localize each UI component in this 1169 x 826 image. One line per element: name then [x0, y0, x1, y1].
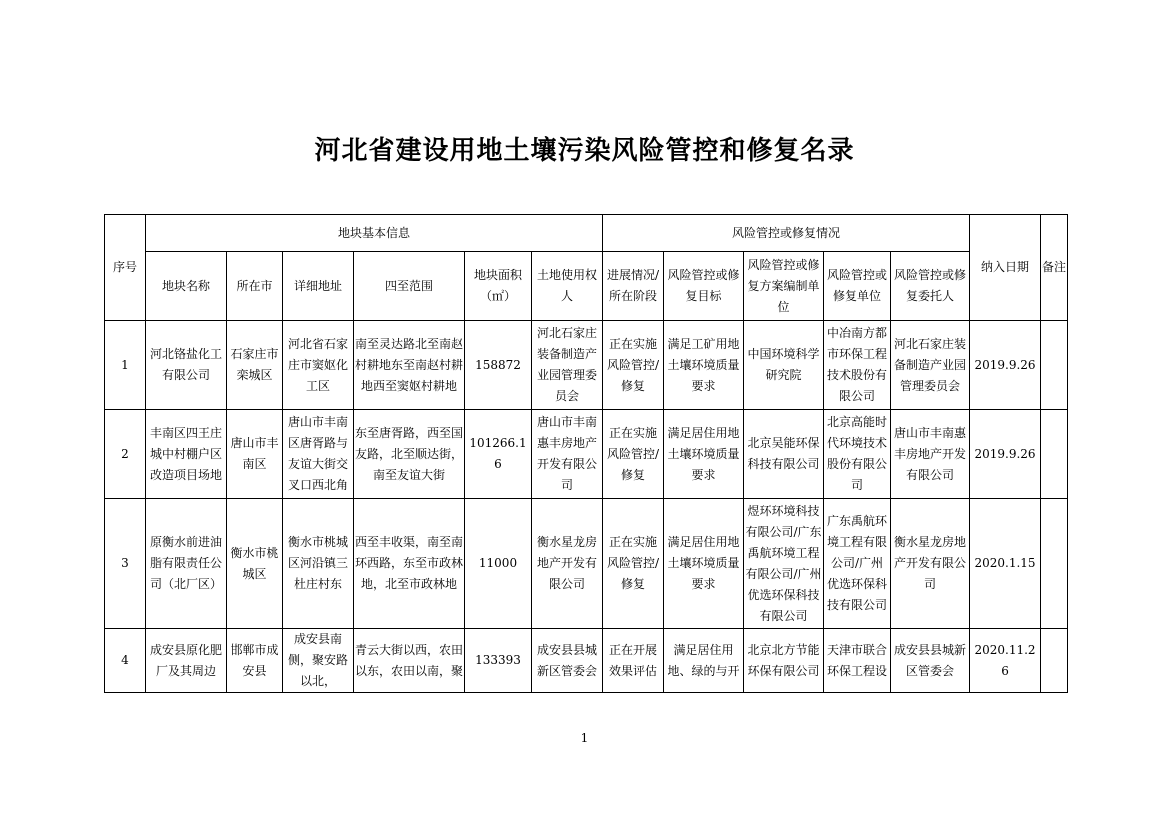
cell-land-user: 河北石家庄装备制造产业园管理委员会: [532, 321, 603, 410]
cell-name: 原衡水前进油脂有限责任公司（北厂区）: [146, 499, 227, 629]
cell-address: 唐山市丰南区唐胥路与友谊大街交叉口西北角: [283, 410, 354, 499]
cell-bounds: 青云大街以西，农田以东，农田以南，聚: [354, 629, 465, 693]
cell-repair-unit: 广东禹航环境工程有限公司/广州优选环保科技有限公司: [824, 499, 891, 629]
table-row: [105, 410, 1068, 499]
cell-stage: 正在实施风险管控/修复: [603, 499, 664, 629]
cell-area: 11000: [465, 499, 532, 629]
cell-client: 成安县县城新区管委会: [891, 629, 970, 693]
header-city: 所在市: [227, 252, 283, 321]
cell-client: 衡水星龙房地产开发有限公司: [891, 499, 970, 629]
cell-stage: 正在开展效果评估: [603, 629, 664, 693]
header-row-columns: [105, 252, 1068, 321]
cell-plan-unit: 北京北方节能环保有限公司: [744, 629, 824, 693]
cell-seq: 1: [105, 321, 146, 410]
header-area: 地块面积（㎡）: [465, 252, 532, 321]
cell-city: 衡水市桃城区: [227, 499, 283, 629]
cell-seq: 2: [105, 410, 146, 499]
cell-land-user: 衡水星龙房地产开发有限公司: [532, 499, 603, 629]
cell-remark: [1041, 499, 1068, 629]
cell-stage: 正在实施风险管控/修复: [603, 321, 664, 410]
cell-bounds: 东至唐胥路，西至国友路，北至顺达街，南至友谊大街: [354, 410, 465, 499]
cell-bounds: 西至丰收渠，南至南环西路，东至市政林地，北至市政林地: [354, 499, 465, 629]
cell-city: 唐山市丰南区: [227, 410, 283, 499]
cell-name: 成安县原化肥厂及其周边: [146, 629, 227, 693]
table-row: [105, 629, 1068, 693]
header-client: 风险管控或修复委托人: [891, 252, 970, 321]
cell-area: 133393: [465, 629, 532, 693]
cell-land-user: 唐山市丰南惠丰房地产开发有限公司: [532, 410, 603, 499]
cell-city: 邯郸市成安县: [227, 629, 283, 693]
header-bounds: 四至范围: [354, 252, 465, 321]
cell-plan-unit: 煜环环境科技有限公司/广东禹航环境工程有限公司/广州优选环保科技有限公司: [744, 499, 824, 629]
cell-land-user: 成安县县城新区管委会: [532, 629, 603, 693]
cell-target: 满足工矿用地土壤环境质量要求: [664, 321, 744, 410]
header-seq: 序号: [105, 215, 146, 321]
document-title: 河北省建设用地土壤污染风险管控和修复名录: [314, 136, 855, 166]
header-group-risk: 风险管控或修复情况: [603, 215, 970, 252]
header-address: 详细地址: [283, 252, 354, 321]
cell-date: 2019.9.26: [970, 410, 1041, 499]
cell-name: 河北铬盐化工有限公司: [146, 321, 227, 410]
cell-repair-unit: 天津市联合环保工程设: [824, 629, 891, 693]
header-row-group: [105, 215, 1068, 252]
cell-client: 唐山市丰南惠丰房地产开发有限公司: [891, 410, 970, 499]
cell-bounds: 南至灵达路北至南赵村耕地东至南赵村耕地西至窦妪村耕地: [354, 321, 465, 410]
cell-repair-unit: 中冶南方都市环保工程技术股份有限公司: [824, 321, 891, 410]
cell-address: 衡水市桃城区河沿镇三杜庄村东: [283, 499, 354, 629]
table-row: [105, 499, 1068, 629]
header-target: 风险管控或修复目标: [664, 252, 744, 321]
table-row: [105, 321, 1068, 410]
header-name: 地块名称: [146, 252, 227, 321]
header-remark: 备注: [1041, 215, 1068, 321]
register-table: [104, 214, 1068, 693]
cell-remark: [1041, 321, 1068, 410]
cell-plan-unit: 中国环境科学研究院: [744, 321, 824, 410]
cell-date: 2020.1.15: [970, 499, 1041, 629]
cell-city: 石家庄市栾城区: [227, 321, 283, 410]
cell-date: 2020.11.26: [970, 629, 1041, 693]
cell-seq: 4: [105, 629, 146, 693]
cell-address: 河北省石家庄市窦妪化工区: [283, 321, 354, 410]
cell-repair-unit: 北京高能时代环境技术股份有限公司: [824, 410, 891, 499]
page-number: 1: [580, 731, 589, 745]
cell-target: 满足居住用地土壤环境质量要求: [664, 410, 744, 499]
cell-plan-unit: 北京吴能环保科技有限公司: [744, 410, 824, 499]
cell-stage: 正在实施风险管控/修复: [603, 410, 664, 499]
cell-target: 满足居住用地、绿的与开: [664, 629, 744, 693]
cell-remark: [1041, 629, 1068, 693]
cell-address: 成安县南侧，聚安路以北，: [283, 629, 354, 693]
cell-seq: 3: [105, 499, 146, 629]
cell-area: 158872: [465, 321, 532, 410]
cell-target: 满足居住用地土壤环境质量要求: [664, 499, 744, 629]
cell-date: 2019.9.26: [970, 321, 1041, 410]
cell-name: 丰南区四王庄城中村棚户区改造项目场地: [146, 410, 227, 499]
cell-area: 101266.16: [465, 410, 532, 499]
header-group-basic: 地块基本信息: [146, 215, 603, 252]
header-repair-unit: 风险管控或修复单位: [824, 252, 891, 321]
cell-client: 河北石家庄装备制造产业园管理委员会: [891, 321, 970, 410]
header-land-user: 土地使用权人: [532, 252, 603, 321]
header-date: 纳入日期: [970, 215, 1041, 321]
cell-remark: [1041, 410, 1068, 499]
header-stage: 进展情况/所在阶段: [603, 252, 664, 321]
header-plan-unit: 风险管控或修复方案编制单位: [744, 252, 824, 321]
